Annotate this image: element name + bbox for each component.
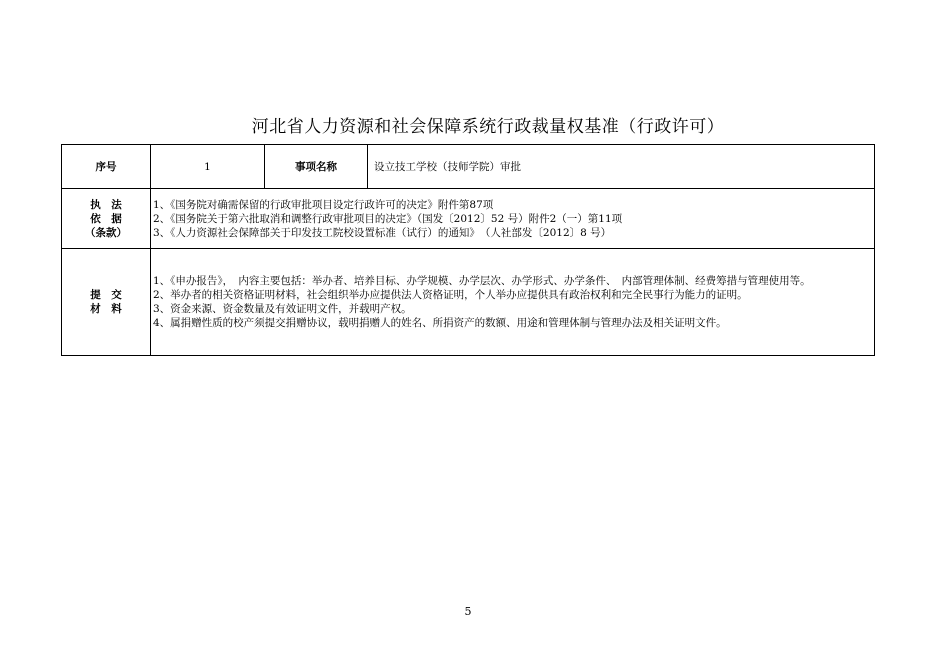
basis-item: 1、《国务院对确需保留的行政审批项目设定行政许可的决定》附件第87项 — [153, 198, 494, 211]
submit-item: 3、资金来源、资金数量及有效证明文件，并载明产权。 — [153, 303, 412, 315]
basis-item: 2、《国务院关于第六批取消和调整行政审批项目的决定》（国发〔2012〕52 号）附件2（一）第11项 — [153, 212, 623, 225]
basis-label-line: 依 据 — [90, 212, 122, 225]
basis-item: 3、《人力资源社会保障部关于印发技工院校设置标准（试行）的通知》 （人社部发〔2012〕8 号） — [153, 226, 612, 239]
submit-label — [62, 249, 151, 356]
basis-row — [62, 189, 875, 249]
discretion-standard-table — [61, 144, 875, 356]
header-row — [62, 145, 875, 189]
submit-item: 2、举办者的相关资格证明材料，社会组织举办应提供法人资格证明，个人举办应提供具有政治权利和完全民事行为能力的证明。 — [153, 289, 748, 301]
submit-item: 4、属捐赠性质的校产须提交捐赠协议，载明捐赠人的姓名、所捐资产的数额、用途和管理体制与管理办法及相关证明文件。 — [153, 317, 727, 329]
basis-label-line: 执 法 — [90, 198, 122, 211]
submit-label-line: 材 料 — [90, 303, 122, 315]
submit-label-line: 提 交 — [90, 289, 122, 301]
document-title: 河北省人力资源和社会保障系统行政裁量权基准（行政许可） — [251, 117, 725, 137]
basis-label — [62, 189, 151, 249]
basis-label-line: （条款） — [85, 226, 127, 239]
submit-item: 1、《申办报告》， 内容主要包括：举办者、培养目标、办学规模、办学层次、办学形式、办学条件、 内部管理体制、经费筹措与管理使用等。 — [153, 275, 811, 287]
item-name-value: 设立技工学校（技师学院）审批 — [368, 145, 875, 189]
seq-value: 1 — [151, 145, 265, 189]
submit-content — [151, 249, 875, 356]
page-number: 5 — [464, 605, 472, 618]
basis-content — [151, 189, 875, 249]
item-name-label: 事项名称 — [265, 145, 368, 189]
submit-row — [62, 249, 875, 356]
seq-label: 序号 — [62, 145, 151, 189]
